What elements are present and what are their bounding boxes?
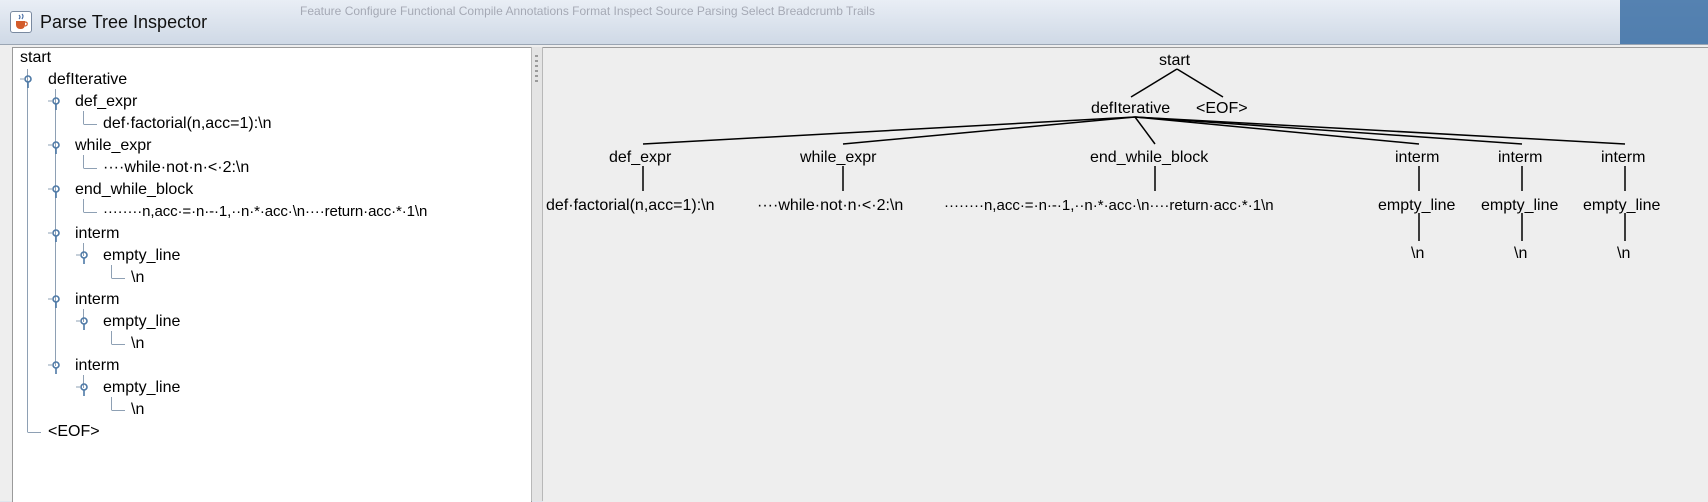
tree-node[interactable]: \n	[131, 269, 145, 286]
graph-node[interactable]: \n	[1411, 245, 1425, 262]
tree-expand-handle-icon[interactable]	[48, 294, 64, 308]
tree-node[interactable]: def_expr	[75, 93, 138, 110]
graph-node[interactable]: while_expr	[800, 149, 877, 166]
tree-node[interactable]: def·factorial(n,acc=1):\n	[103, 115, 272, 132]
graph-node[interactable]: start	[1159, 52, 1191, 69]
graph-node[interactable]: ····while·not·n·<·2:\n	[757, 197, 904, 214]
tree-node[interactable]: start	[20, 49, 52, 66]
graph-node[interactable]: interm	[1395, 149, 1440, 166]
background-window-corner	[1620, 0, 1708, 44]
tree-node[interactable]: ········n,acc·=·n·-·1,··n·*·acc·\n····return·acc·*·1\n	[103, 203, 428, 220]
tree-node[interactable]: end_while_block	[75, 181, 194, 198]
graph-node[interactable]: interm	[1601, 149, 1646, 166]
tree-node[interactable]: interm	[75, 357, 120, 374]
tree-node[interactable]: empty_line	[103, 379, 181, 396]
tree-expand-handle-icon[interactable]	[76, 316, 92, 330]
title-bar[interactable]	[0, 0, 1708, 45]
tree-node[interactable]: ····while·not·n·<·2:\n	[103, 159, 250, 176]
tree-node[interactable]: empty_line	[103, 247, 181, 264]
graph-node[interactable]: empty_line	[1378, 197, 1456, 214]
graph-node[interactable]: \n	[1617, 245, 1631, 262]
tree-expand-handle-icon[interactable]	[48, 360, 64, 374]
tree-node[interactable]: empty_line	[103, 313, 181, 330]
background-window-menu: Feature Configure Functional Compile Annotations Format Inspect Source Parsing Select Breadcrumb Trails	[300, 4, 875, 18]
graph-node[interactable]: <EOF>	[1196, 100, 1248, 117]
java-cup-icon	[10, 11, 32, 33]
graph-node[interactable]: ········n,acc·=·n·-·1,··n·*·acc·\n····return·acc·*·1\n	[944, 197, 1274, 214]
graph-node[interactable]: def_expr	[609, 149, 672, 166]
graph-node[interactable]: empty_line	[1481, 197, 1559, 214]
tree-view-pane[interactable]	[12, 47, 532, 502]
tree-expand-handle-icon[interactable]	[48, 96, 64, 110]
tree-node[interactable]: while_expr	[75, 137, 152, 154]
tree-node[interactable]: \n	[131, 401, 145, 418]
tree-expand-handle-icon[interactable]	[20, 74, 36, 88]
graph-node[interactable]: empty_line	[1583, 197, 1661, 214]
tree-expand-handle-icon[interactable]	[48, 228, 64, 242]
parse-tree-graph-pane[interactable]	[543, 47, 1708, 502]
tree-expand-handle-icon[interactable]	[48, 184, 64, 198]
tree-expand-handle-icon[interactable]	[76, 250, 92, 264]
graph-node[interactable]: \n	[1514, 245, 1528, 262]
window-title: Parse Tree Inspector	[40, 12, 208, 32]
graph-node[interactable]: defIterative	[1091, 100, 1171, 117]
tree-expand-handle-icon[interactable]	[48, 140, 64, 154]
tree-node[interactable]: defIterative	[48, 71, 128, 88]
tree-node[interactable]: <EOF>	[48, 423, 100, 440]
graph-node[interactable]: interm	[1498, 149, 1543, 166]
tree-node[interactable]: interm	[75, 291, 120, 308]
tree-node[interactable]: \n	[131, 335, 145, 352]
graph-node[interactable]: def·factorial(n,acc=1):\n	[546, 197, 715, 214]
tree-expand-handle-icon[interactable]	[76, 382, 92, 396]
split-pane-divider[interactable]	[531, 47, 543, 501]
graph-node[interactable]: end_while_block	[1090, 149, 1209, 166]
tree-node[interactable]: interm	[75, 225, 120, 242]
